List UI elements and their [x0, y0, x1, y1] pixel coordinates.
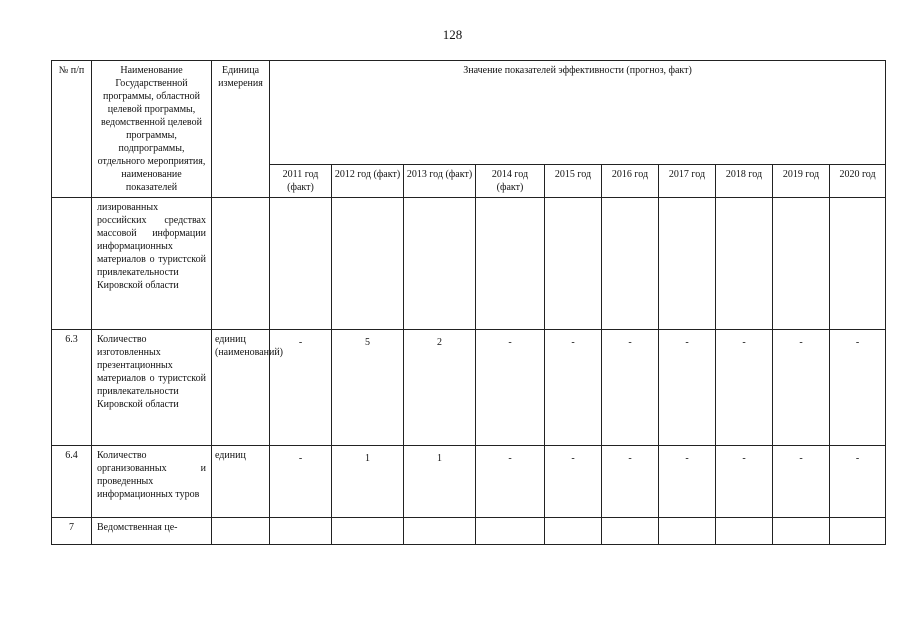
row-value	[716, 518, 773, 545]
row-value: 1	[404, 446, 476, 518]
header-year: 2019 год	[773, 165, 830, 198]
row-value	[270, 518, 332, 545]
row-value: -	[716, 330, 773, 446]
row-value	[332, 198, 404, 330]
row-value: -	[476, 330, 545, 446]
row-name: Количество организованных и проведенных информационных туров	[92, 446, 212, 518]
row-value	[830, 198, 886, 330]
header-year: 2013 год (факт)	[404, 165, 476, 198]
header-year: 2018 год	[716, 165, 773, 198]
row-value	[773, 198, 830, 330]
header-year: 2020 год	[830, 165, 886, 198]
header-year: 2015 год	[545, 165, 602, 198]
row-value: 5	[332, 330, 404, 446]
row-value: -	[545, 330, 602, 446]
row-value: -	[659, 446, 716, 518]
row-unit: единиц (наименований)	[212, 330, 270, 446]
row-value: -	[270, 330, 332, 446]
row-value	[602, 198, 659, 330]
row-value: -	[476, 446, 545, 518]
row-value: -	[773, 330, 830, 446]
row-number: 7	[52, 518, 92, 545]
table-row	[52, 518, 886, 545]
row-number	[52, 198, 92, 330]
row-value	[404, 198, 476, 330]
row-value: -	[602, 330, 659, 446]
table-row	[52, 198, 886, 330]
row-value	[545, 518, 602, 545]
row-name: Количество изготовленных презентационных материалов о туристской привлекательности Кировской области	[92, 330, 212, 446]
header-year: 2011 год (факт)	[270, 165, 332, 198]
header-values: Значение показателей эффективности (прогноз, факт)	[270, 61, 886, 165]
row-value: -	[830, 330, 886, 446]
row-value	[476, 198, 545, 330]
row-value	[659, 198, 716, 330]
row-value	[332, 518, 404, 545]
row-unit	[212, 198, 270, 330]
row-unit	[212, 518, 270, 545]
row-value	[270, 198, 332, 330]
row-value	[476, 518, 545, 545]
header-year: 2017 год	[659, 165, 716, 198]
row-value: -	[602, 446, 659, 518]
header-year: 2016 год	[602, 165, 659, 198]
row-value	[716, 198, 773, 330]
row-value	[659, 518, 716, 545]
row-value: 1	[332, 446, 404, 518]
header-name: Наименование Государственной программы, областной целевой программы, ведомственной целевой программы, подпрограммы, отдельного мероприятия, наименование показателей	[92, 61, 212, 198]
row-value: -	[545, 446, 602, 518]
indicators-table	[51, 60, 886, 545]
header-year: 2014 год (факт)	[476, 165, 545, 198]
row-name: лизированных российских средствах массовой информации информационных материалов о туристской привлекательности Кировской области	[92, 198, 212, 330]
row-value	[602, 518, 659, 545]
header-year: 2012 год (факт)	[332, 165, 404, 198]
row-value	[545, 198, 602, 330]
row-value: -	[830, 446, 886, 518]
row-value	[830, 518, 886, 545]
row-value	[773, 518, 830, 545]
row-value: -	[716, 446, 773, 518]
row-value: -	[773, 446, 830, 518]
row-value: -	[270, 446, 332, 518]
row-number: 6.3	[52, 330, 92, 446]
row-unit: единиц	[212, 446, 270, 518]
row-value	[404, 518, 476, 545]
row-name: Ведомственная це-	[92, 518, 212, 545]
table-row	[52, 330, 886, 446]
row-value: -	[659, 330, 716, 446]
header-unit: Единица измерения	[212, 61, 270, 198]
row-value: 2	[404, 330, 476, 446]
page-number: 128	[442, 27, 463, 42]
row-number: 6.4	[52, 446, 92, 518]
header-number: № п/п	[52, 61, 92, 198]
header-row	[52, 61, 886, 165]
table-row	[52, 446, 886, 518]
